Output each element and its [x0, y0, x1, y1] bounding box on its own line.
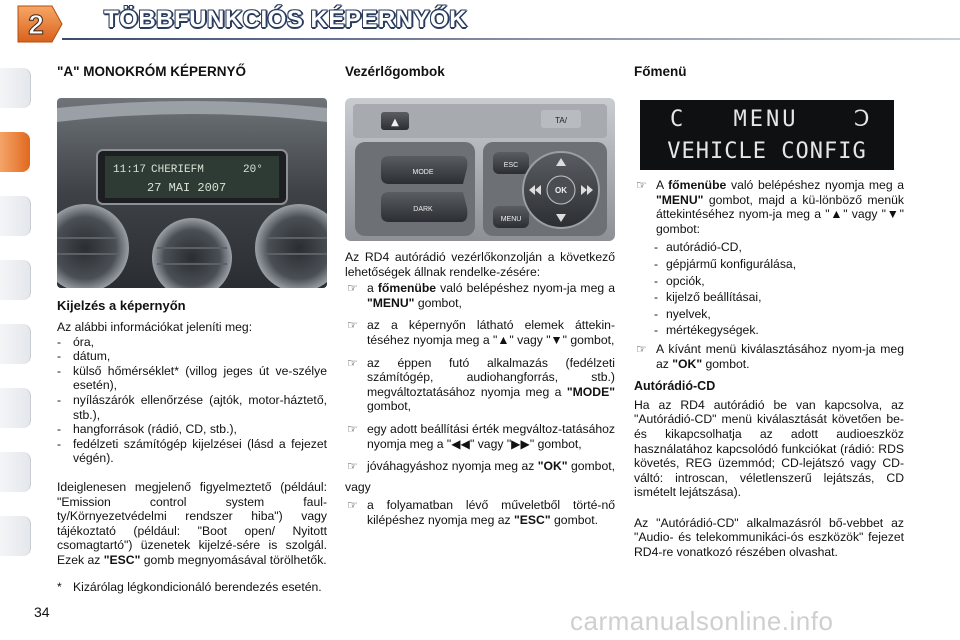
dark-button[interactable]: [381, 192, 467, 222]
list-item: ☞ a folyamatban lévő műveletből törté-nő kilépéshez nyomja meg az "ESC" gombot.: [347, 498, 615, 527]
list-item: - nyílászárók ellenőrzése (ajtók, motor-háztető, stb.),: [57, 392, 327, 422]
display-station: CHERIEFM: [151, 164, 204, 176]
esc-label: ESC: [503, 162, 519, 169]
menu-label: MENU: [500, 216, 522, 223]
footnote: * Kizárólag légkondicionáló berendezés esetén.: [57, 579, 322, 594]
col1-paragraph: Ideiglenesen megjelenő figyelmeztető (például: "Emission control system faul-ty/Környezetvédelmi rendszer hiba") vagy tájékoztató (például: "Boot open/ Nyitott csomagtartó") üzenetek kijelzé-sére is szolgál. Ezek az "ESC" gomb megnyomásával törölhetők.: [57, 479, 327, 567]
esc-button[interactable]: [493, 152, 529, 174]
list-item: - külső hőmérséklet* (villog jeges út ve-szélye esetén),: [57, 363, 327, 393]
menu-list-item: - opciók,: [654, 273, 705, 288]
ta-button[interactable]: [541, 110, 581, 128]
or-text: vagy: [345, 479, 371, 494]
lcd-right-bracket: Ↄ: [854, 107, 870, 132]
col2-body: [345, 250, 615, 528]
page-title: TÖBBFUNKCIÓS KÉPERNYŐK: [104, 6, 468, 33]
lcd-menu-text: MENU: [733, 107, 799, 132]
control-panel-photo: [345, 98, 615, 241]
mode-button[interactable]: [381, 156, 467, 184]
list-item: ☞ A kívánt menü kiválasztásához nyom-ja meg az "OK" gombot.: [636, 341, 904, 371]
list-item: - dátum,: [57, 349, 111, 364]
col1-body: [57, 320, 327, 594]
side-tab-1[interactable]: [0, 68, 31, 108]
side-tab-8[interactable]: [0, 516, 31, 556]
side-tabs: [0, 60, 30, 620]
list-item: - hangforrások (rádió, CD, stb.),: [57, 422, 237, 437]
display-date: 27 MAI 2007: [147, 181, 227, 195]
col2-title: Vezérlőgombok: [345, 64, 445, 79]
watermark: carmanualsonline.info: [570, 606, 834, 636]
menu-button[interactable]: [493, 206, 529, 228]
side-tab-2-active[interactable]: [0, 132, 30, 172]
side-tab-7[interactable]: [0, 452, 31, 492]
hand-pointer-icon: ☞: [347, 318, 358, 333]
list-item: ☞ az a képernyőn látható elemek áttekin-téséhez nyomja meg a "▲" vagy "▼" gombot,: [347, 318, 615, 347]
list-item: ☞ egy adott beállítási érték megváltoz-tatásához nyomja meg a "◀◀" vagy "▶▶" gombot,: [347, 421, 615, 451]
eject-icon: ▲: [391, 117, 399, 128]
side-tab-4[interactable]: [0, 260, 31, 300]
list-item: ☞ a főmenübe való belépéshez nyom-ja meg a "MENU" gombot,: [347, 281, 615, 310]
col2-intro: Az RD4 autórádió vezérlőkonzolján a következő lehetőségek állnak rendelke-zésére:: [345, 250, 615, 279]
col3-paragraph-2: Az "Autórádió-CD" alkalmazásról bő-vebbet az "Audio- és telekommunikáci-ós eszközök" fejezet RD4-re vonatkozó részében olvashat.: [634, 515, 904, 560]
col3-paragraph-1: Ha az RD4 autórádió be van kapcsolva, az "Autórádió-CD" menü kiválasztását követően be- és kikapcsolhatja az adott audioeszköz használatához kapcsolódó funkciókat (rádió: RDS követés, REG üzemmód; CD-lejátszó vagy CD-váltó: introscan, véletlenszerű lejátszás, CD ismételt lejátszása).: [634, 397, 904, 500]
dark-label: DARK: [413, 206, 433, 213]
menu-list-item: - gépjármű konfigurálása,: [654, 256, 797, 271]
ta-label: TA/: [555, 116, 567, 125]
display-temperature: 20°: [243, 164, 263, 176]
hand-pointer-icon: ☞: [347, 281, 358, 296]
menu-list-item: - autórádió-CD,: [654, 240, 742, 255]
list-item: ☞ A főmenübe való belépéshez nyomja meg a "MENU" gombot, majd a kü-lönböző menük áttekintéséhez nyom-ja meg a "▲" vagy "▼" gombot:: [636, 178, 905, 236]
hand-pointer-icon: ☞: [347, 355, 358, 370]
monochrome-display-photo: [57, 98, 327, 288]
navigation-dial[interactable]: [523, 152, 599, 228]
hand-pointer-icon: ☞: [636, 178, 647, 192]
lcd-vehicle-config: VEHICLE CONFIG: [667, 139, 867, 164]
chapter-number: 2: [28, 9, 44, 40]
col1-title: "A" MONOKRÓM KÉPERNYŐ: [57, 64, 247, 79]
col1-intro: Az alábbi információkat jeleníti meg:: [57, 320, 253, 334]
hand-pointer-icon: ☞: [347, 421, 358, 436]
hand-pointer-icon: ☞: [347, 459, 358, 474]
chapter-badge: [12, 2, 64, 46]
col3-subheading: Autórádió-CD: [634, 379, 716, 394]
hand-pointer-icon: ☞: [636, 341, 647, 356]
list-item: - fedélzeti számítógép kijelzései (lásd a fejezet végén).: [57, 436, 327, 466]
menu-list-item: - mértékegységek.: [654, 323, 759, 338]
col3-title: Főmenü: [634, 64, 687, 79]
menu-lcd-display: [640, 100, 894, 170]
side-tab-5[interactable]: [0, 324, 31, 364]
lcd-left-bracket: C: [670, 107, 684, 132]
header-divider: [62, 38, 960, 40]
page-number: 34: [34, 604, 50, 620]
mode-label: MODE: [412, 169, 434, 176]
hand-pointer-icon: ☞: [347, 498, 358, 513]
display-time: 11:17: [113, 164, 147, 176]
ok-label: OK: [555, 186, 567, 195]
list-item: ☞ jóváhagyáshoz nyomja meg az "OK" gombot,: [347, 459, 616, 474]
list-item: - óra,: [57, 334, 95, 349]
col3-body: [634, 178, 904, 560]
eject-button[interactable]: [381, 112, 409, 130]
menu-list-item: - nyelvek,: [654, 306, 711, 321]
menu-list-item: - kijelző beállításai,: [654, 290, 762, 305]
col1-subheading: Kijelzés a képernyőn: [57, 298, 186, 313]
side-tab-6[interactable]: [0, 388, 31, 428]
list-item: ☞ az éppen futó alkalmazás (fedélzeti számítógép, audiohangforrás, stb.) megváltoztatásához nyomja meg a "MODE" gombot,: [347, 355, 615, 414]
side-tab-3[interactable]: [0, 196, 31, 236]
